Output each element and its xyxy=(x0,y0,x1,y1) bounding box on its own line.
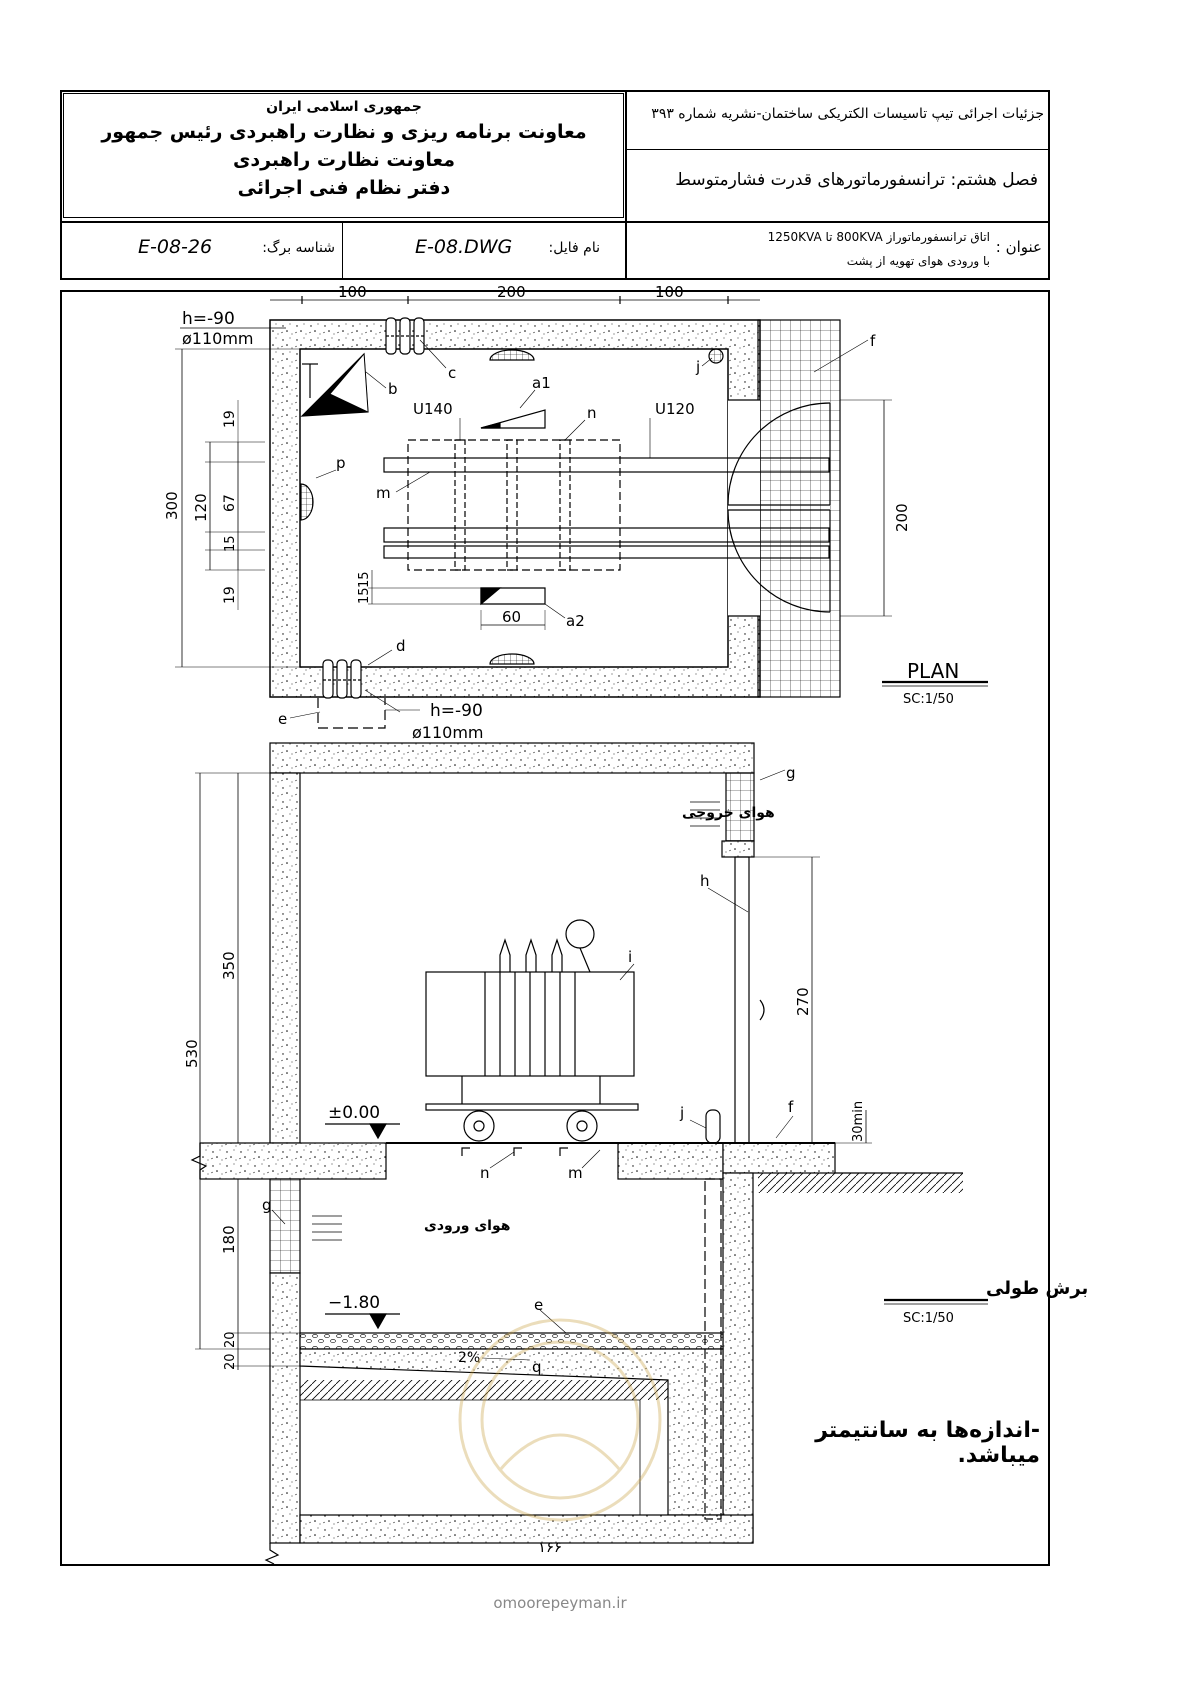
dim-rail-15a: 15 xyxy=(357,571,372,588)
org-line-4: دفتر نظام فنی اجرائی xyxy=(237,177,451,199)
label-b: b xyxy=(388,380,398,398)
label-f-section: f xyxy=(788,1098,794,1116)
label-j-section: j xyxy=(680,1104,685,1122)
label-d: d xyxy=(396,637,406,655)
dim-left-19a: 19 xyxy=(222,410,238,428)
dim-right-200: 200 xyxy=(893,503,911,532)
dim-530: 530 xyxy=(183,1039,201,1068)
dim-20b: 20 xyxy=(223,1353,238,1370)
label-a2: a2 xyxy=(566,612,585,630)
section-title: برش طولی xyxy=(986,1278,1089,1299)
label-c: c xyxy=(448,364,457,382)
label-n-section: n xyxy=(480,1164,490,1182)
sheet-id: E-08-26 xyxy=(138,236,213,258)
subject-label: عنوان : xyxy=(995,238,1042,256)
level-basement: −1.80 xyxy=(328,1293,381,1313)
document-title: جزئیات اجرائی تیپ تاسیسات الکتریکی ساختمان-نشریه شماره ۳۹۳ xyxy=(651,106,1044,122)
org-line-1: جمهوری اسلامی ایران xyxy=(266,99,422,115)
label-h: h xyxy=(700,872,710,890)
label-q-section: q xyxy=(532,1358,542,1376)
dim-left-total: 300 xyxy=(163,491,181,520)
watermark-text: omoorepeyman.ir xyxy=(493,1594,627,1612)
org-line-2: معاونت برنامه ریزی و نظارت راهبردی رئیس جمهور xyxy=(101,121,587,143)
dim-left-19b: 19 xyxy=(222,586,238,604)
label-g-top: g xyxy=(786,764,796,782)
file-label: نام فایل: xyxy=(548,240,600,256)
dim-top-right: 100 xyxy=(655,283,684,301)
dim-width-60: 60 xyxy=(502,608,522,626)
plan-view xyxy=(175,296,988,728)
subject-line-2: با ورودی هوای تهویه از پشت xyxy=(846,254,990,268)
dim-top-left: 100 xyxy=(338,283,367,301)
subject-line-1: اتاق ترانسفورماتوراز 800KVA تا 1250KVA xyxy=(767,230,990,244)
dim-350: 350 xyxy=(220,951,238,980)
pipe-bottom-diameter: ø110mm xyxy=(412,723,484,742)
dim-30min: 30min xyxy=(851,1100,866,1142)
dim-left-67: 67 xyxy=(222,494,238,512)
label-i: i xyxy=(628,948,633,966)
plan-scale: SC:1/50 xyxy=(903,692,954,707)
label-e-section: e xyxy=(534,1296,544,1314)
label-air-out: هوای خروجی xyxy=(682,805,775,821)
label-u120: U120 xyxy=(655,400,695,418)
label-m-section: m xyxy=(568,1164,583,1182)
pipe-top-depth: h=-90 xyxy=(182,309,235,329)
slope-label: 2% xyxy=(458,1350,481,1366)
label-j: j xyxy=(696,358,701,376)
chapter-title: فصل هشتم: ترانسفورماتورهای قدرت فشارمتوسط xyxy=(675,170,1038,190)
dim-left-15: 15 xyxy=(223,535,238,552)
dim-rail-15b: 15 xyxy=(357,587,372,604)
dim-20a: 20 xyxy=(223,1331,238,1348)
pipe-bottom-depth: h=-90 xyxy=(430,701,483,721)
ventilation-grid xyxy=(758,320,840,697)
label-u140: U140 xyxy=(413,400,453,418)
pipe-top-diameter: ø110mm xyxy=(182,329,254,348)
file-name: E-08.DWG xyxy=(415,236,513,258)
label-m: m xyxy=(376,484,391,502)
level-zero: ±0.00 xyxy=(328,1103,381,1123)
label-a1: a1 xyxy=(532,374,551,392)
plan-title: PLAN xyxy=(907,659,960,683)
label-air-in: هوای ورودی xyxy=(424,1218,511,1234)
label-e: e xyxy=(278,710,288,728)
label-g-bottom: g xyxy=(262,1196,272,1214)
sheet-label: شناسه برگ: xyxy=(262,240,335,256)
units-note: -اندازه‌ها به سانتیمتر میباشد. xyxy=(815,1418,1040,1468)
section-scale: SC:1/50 xyxy=(903,1311,954,1326)
dim-top-mid: 200 xyxy=(497,283,526,301)
label-p: p xyxy=(336,454,346,472)
label-n: n xyxy=(587,404,597,422)
org-line-3: معاونت نظارت راهبردی xyxy=(232,149,456,171)
dim-180: 180 xyxy=(220,1225,238,1254)
section-texts xyxy=(183,764,1088,1376)
label-f: f xyxy=(870,332,876,350)
dim-left-inner: 120 xyxy=(192,493,210,522)
dim-270: 270 xyxy=(794,987,812,1016)
page-number: ۱۶۶ xyxy=(537,1538,563,1556)
